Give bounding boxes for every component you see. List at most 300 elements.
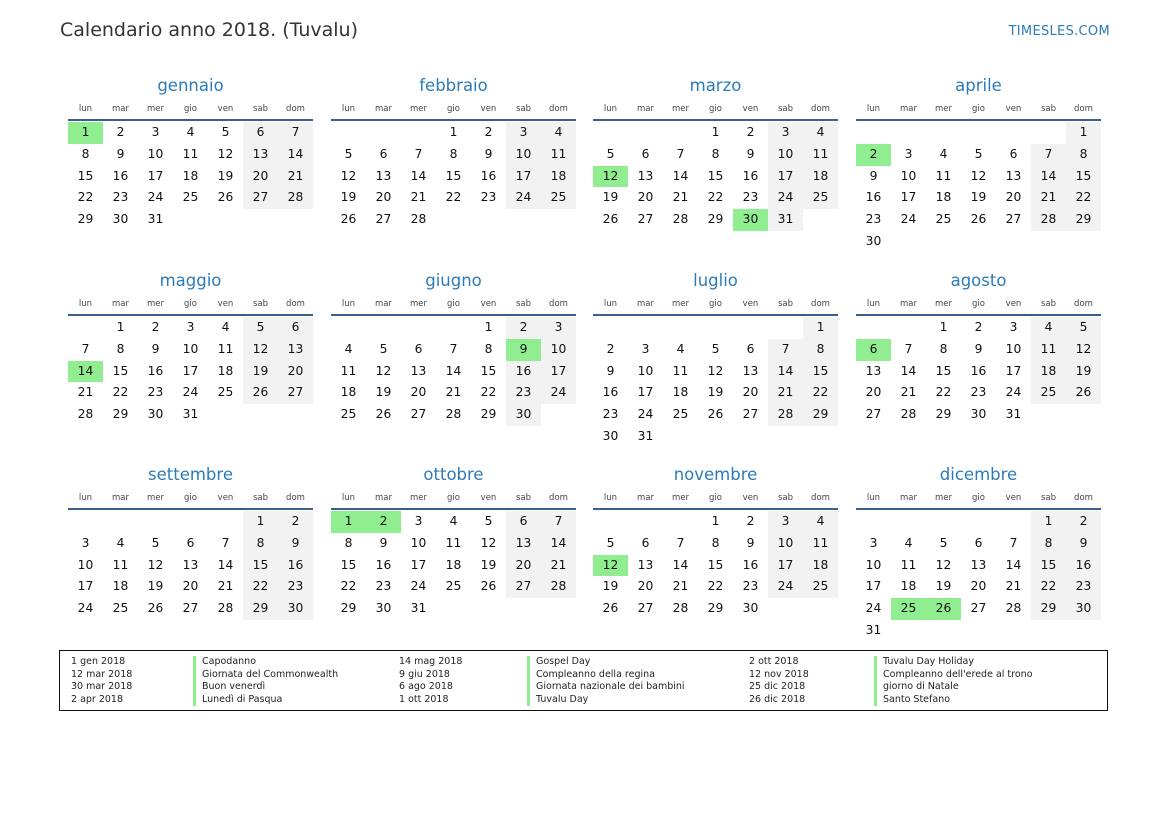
day-cell: 27 <box>506 576 541 598</box>
day-cell: 10 <box>1005 341 1022 356</box>
month-name: gennaio <box>157 75 224 95</box>
day-blank <box>856 511 891 533</box>
weekday-label: ven <box>480 299 497 309</box>
day-cell: 13 <box>375 168 392 183</box>
day-cell: 27 <box>637 601 654 616</box>
day-cell: 17 <box>865 579 882 594</box>
day-cell: 20 <box>410 385 427 400</box>
weekday-label: mer <box>146 299 164 309</box>
day-cell: 1 <box>803 317 838 339</box>
day-cell: 31 <box>637 428 654 443</box>
day-cell: 28 <box>217 601 234 616</box>
day-grid <box>331 122 576 231</box>
page-title: Calendario anno 2018. (Tuvalu) <box>60 19 358 41</box>
day-cell: 26 <box>1066 382 1101 404</box>
day-cell: 23 <box>112 190 129 205</box>
weekday-label: gio <box>184 104 197 114</box>
day-cell: 26 <box>970 212 987 227</box>
weekday-label: ven <box>1005 299 1022 309</box>
day-cell: 30 <box>1066 598 1101 620</box>
day-cell: 17 <box>900 190 917 205</box>
day-blank <box>331 122 366 144</box>
weekday-label: sab <box>1040 104 1057 114</box>
legend-holiday-name: Tuvalu Day <box>536 693 589 705</box>
day-cell: 15 <box>1031 555 1066 577</box>
day-cell: 18 <box>900 579 917 594</box>
day-cell: 24 <box>410 579 427 594</box>
day-cell: 11 <box>182 146 199 161</box>
day-grid <box>856 511 1101 642</box>
day-blank <box>401 317 436 339</box>
day-cell: 24 <box>147 190 164 205</box>
day-cell: 24 <box>182 385 199 400</box>
day-cell: 4 <box>541 122 576 144</box>
day-cell-holiday: 12 <box>593 555 628 577</box>
day-cell: 24 <box>900 212 917 227</box>
day-cell: 12 <box>217 146 234 161</box>
weekday-label: lun <box>866 104 881 114</box>
day-cell: 16 <box>112 168 129 183</box>
day-cell: 12 <box>935 557 952 572</box>
weekday-label: gio <box>709 493 722 503</box>
day-cell: 2 <box>746 125 755 139</box>
day-cell: 29 <box>1066 209 1101 231</box>
day-cell: 30 <box>375 601 392 616</box>
day-cell: 10 <box>506 144 541 166</box>
day-cell: 28 <box>410 212 427 227</box>
weekday-label: sab <box>515 104 532 114</box>
day-cell: 15 <box>707 557 724 572</box>
weekday-header <box>593 294 838 316</box>
day-cell: 22 <box>480 385 497 400</box>
day-cell: 2 <box>974 320 983 334</box>
month-giugno <box>331 266 576 426</box>
day-cell: 15 <box>112 363 129 378</box>
day-cell: 24 <box>768 187 803 209</box>
day-blank <box>366 122 401 144</box>
day-cell: 14 <box>672 168 689 183</box>
day-cell: 1 <box>1066 122 1101 144</box>
day-cell: 30 <box>506 404 541 426</box>
day-cell: 22 <box>1031 576 1066 598</box>
day-cell: 12 <box>375 363 392 378</box>
day-cell: 8 <box>484 341 493 356</box>
day-cell: 14 <box>672 557 689 572</box>
day-cell: 19 <box>217 168 234 183</box>
day-blank <box>663 317 698 339</box>
day-cell: 18 <box>217 363 234 378</box>
weekday-label: mer <box>409 493 427 503</box>
day-cell: 2 <box>151 320 160 334</box>
weekday-label: sab <box>777 493 794 503</box>
day-blank <box>733 317 768 339</box>
day-cell: 27 <box>278 382 313 404</box>
weekday-label: dom <box>549 104 568 114</box>
day-cell: 10 <box>410 535 427 550</box>
day-blank <box>856 317 891 339</box>
month-agosto <box>856 266 1101 426</box>
legend-holiday-name: giorno di Natale <box>883 681 959 693</box>
day-cell: 13 <box>637 557 654 572</box>
day-cell: 11 <box>112 557 129 572</box>
weekday-label: dom <box>1074 299 1093 309</box>
weekday-label: gio <box>972 104 985 114</box>
month-name: maggio <box>159 270 222 290</box>
day-cell: 23 <box>480 190 497 205</box>
day-cell: 21 <box>278 166 313 188</box>
day-cell: 7 <box>449 341 458 356</box>
day-grid <box>331 511 576 620</box>
day-cell: 17 <box>768 555 803 577</box>
day-cell: 29 <box>340 601 357 616</box>
weekday-label: mar <box>375 493 392 503</box>
weekday-label: gio <box>972 299 985 309</box>
weekday-label: mer <box>934 299 952 309</box>
day-cell: 11 <box>541 144 576 166</box>
day-cell: 10 <box>768 533 803 555</box>
day-cell: 13 <box>1005 168 1022 183</box>
day-cell: 24 <box>77 601 94 616</box>
day-cell: 1 <box>243 511 278 533</box>
legend-dates-col-1 <box>71 656 132 706</box>
month-name: aprile <box>955 75 1002 95</box>
day-blank <box>663 122 698 144</box>
day-cell: 5 <box>606 535 615 550</box>
day-cell: 28 <box>445 407 462 422</box>
day-cell: 3 <box>81 535 90 550</box>
weekday-label: ven <box>480 104 497 114</box>
day-cell: 25 <box>112 601 129 616</box>
day-cell: 24 <box>865 601 882 616</box>
day-cell: 9 <box>151 341 160 356</box>
day-cell: 6 <box>414 341 423 356</box>
day-cell: 11 <box>445 535 462 550</box>
weekday-label: ven <box>1005 104 1022 114</box>
day-blank <box>996 511 1031 533</box>
day-cell: 9 <box>379 535 388 550</box>
day-cell: 8 <box>449 146 458 161</box>
day-cell: 31 <box>768 209 803 231</box>
day-cell: 30 <box>602 428 619 443</box>
day-cell: 29 <box>480 407 497 422</box>
day-cell: 28 <box>1005 601 1022 616</box>
day-cell: 19 <box>480 557 497 572</box>
day-cell: 27 <box>243 187 278 209</box>
day-cell: 18 <box>112 579 129 594</box>
day-cell: 29 <box>77 212 94 227</box>
day-cell: 9 <box>869 168 878 183</box>
day-cell: 2 <box>484 125 493 139</box>
day-cell: 1 <box>711 514 720 528</box>
day-cell-holiday: 6 <box>856 339 891 361</box>
day-cell: 3 <box>151 125 160 139</box>
weekday-label: lun <box>603 104 618 114</box>
day-cell: 1 <box>711 125 720 139</box>
day-cell: 22 <box>1066 187 1101 209</box>
day-cell: 10 <box>541 339 576 361</box>
day-cell: 14 <box>1005 557 1022 572</box>
day-blank <box>628 511 663 533</box>
day-cell: 14 <box>768 361 803 383</box>
day-cell: 15 <box>445 168 462 183</box>
site-link[interactable]: TIMESLES.COM <box>1008 24 1110 39</box>
day-cell: 3 <box>506 122 541 144</box>
weekday-label: mer <box>146 493 164 503</box>
day-cell: 23 <box>147 385 164 400</box>
day-blank <box>663 511 698 533</box>
day-grid <box>68 511 313 620</box>
weekday-label: mar <box>375 104 392 114</box>
day-cell: 20 <box>742 385 759 400</box>
day-cell: 22 <box>243 576 278 598</box>
day-grid <box>593 511 838 620</box>
legend-date: 2 ott 2018 <box>749 656 799 667</box>
day-cell: 20 <box>243 166 278 188</box>
day-cell: 8 <box>344 535 353 550</box>
day-cell: 6 <box>186 535 195 550</box>
day-cell: 25 <box>445 579 462 594</box>
day-cell: 17 <box>637 385 654 400</box>
day-cell-holiday: 1 <box>68 122 103 144</box>
month-novembre <box>593 460 838 620</box>
day-cell: 8 <box>939 341 948 356</box>
day-cell: 9 <box>974 341 983 356</box>
day-cell: 18 <box>182 168 199 183</box>
day-cell: 27 <box>970 601 987 616</box>
weekday-label: dom <box>811 104 830 114</box>
day-cell: 17 <box>77 579 94 594</box>
day-cell: 9 <box>746 535 755 550</box>
day-cell: 9 <box>484 146 493 161</box>
day-cell: 17 <box>147 168 164 183</box>
weekday-label: mer <box>671 493 689 503</box>
day-cell: 16 <box>970 363 987 378</box>
day-cell-holiday: 25 <box>891 598 926 620</box>
day-cell: 23 <box>278 576 313 598</box>
day-grid <box>331 317 576 426</box>
weekday-label: ven <box>217 104 234 114</box>
day-cell: 10 <box>768 144 803 166</box>
day-cell: 16 <box>480 168 497 183</box>
day-cell: 7 <box>278 122 313 144</box>
weekday-label: dom <box>811 299 830 309</box>
day-cell: 6 <box>278 317 313 339</box>
day-cell: 24 <box>506 187 541 209</box>
weekday-label: gio <box>447 493 460 503</box>
weekday-label: lun <box>866 299 881 309</box>
day-cell: 21 <box>768 382 803 404</box>
day-cell: 20 <box>375 190 392 205</box>
day-blank <box>891 122 926 144</box>
weekday-label: sab <box>515 493 532 503</box>
day-cell: 29 <box>707 212 724 227</box>
month-name: novembre <box>673 464 758 484</box>
day-cell: 13 <box>243 144 278 166</box>
month-marzo <box>593 71 838 231</box>
day-cell: 16 <box>506 361 541 383</box>
legend-date: 12 mar 2018 <box>71 668 133 680</box>
day-cell: 25 <box>803 187 838 209</box>
day-cell: 4 <box>449 514 458 528</box>
day-cell: 2 <box>116 125 125 139</box>
day-cell: 5 <box>484 514 493 528</box>
legend-date: 1 gen 2018 <box>71 656 126 667</box>
legend-holiday-name: Capodanno <box>202 656 257 667</box>
day-cell: 26 <box>243 382 278 404</box>
day-cell: 28 <box>77 407 94 422</box>
legend-names-col-1 <box>193 656 338 706</box>
day-cell: 8 <box>116 341 125 356</box>
day-cell: 30 <box>970 407 987 422</box>
day-cell: 25 <box>1031 382 1066 404</box>
legend-date: 6 ago 2018 <box>399 681 453 693</box>
weekday-label: dom <box>549 299 568 309</box>
legend-date: 1 ott 2018 <box>399 693 449 705</box>
day-cell: 30 <box>112 212 129 227</box>
day-cell: 2 <box>278 511 313 533</box>
day-blank <box>138 511 173 533</box>
month-name: ottobre <box>423 464 484 484</box>
day-cell: 1 <box>116 320 125 334</box>
weekday-label: lun <box>78 104 93 114</box>
month-aprile <box>856 71 1101 253</box>
weekday-label: mar <box>637 299 654 309</box>
day-cell: 28 <box>672 212 689 227</box>
day-cell: 31 <box>147 212 164 227</box>
day-cell: 7 <box>541 511 576 533</box>
day-cell: 22 <box>112 385 129 400</box>
day-blank <box>856 122 891 144</box>
day-cell: 21 <box>410 190 427 205</box>
day-cell: 18 <box>541 166 576 188</box>
weekday-label: lun <box>341 493 356 503</box>
day-cell: 8 <box>711 535 720 550</box>
day-cell: 13 <box>865 363 882 378</box>
weekday-label: ven <box>480 493 497 503</box>
weekday-header <box>331 488 576 510</box>
legend-dates-col-2 <box>399 656 462 706</box>
day-cell: 3 <box>1009 320 1018 334</box>
day-cell: 24 <box>637 407 654 422</box>
legend-date: 12 nov 2018 <box>749 668 809 680</box>
day-cell: 26 <box>147 601 164 616</box>
legend-date: 26 dic 2018 <box>749 693 806 705</box>
day-cell: 20 <box>637 190 654 205</box>
month-name: agosto <box>950 270 1007 290</box>
day-cell: 14 <box>1031 166 1066 188</box>
day-cell-holiday: 1 <box>331 511 366 533</box>
day-cell-holiday: 26 <box>926 598 961 620</box>
weekday-label: dom <box>549 493 568 503</box>
day-cell: 19 <box>707 385 724 400</box>
day-cell: 13 <box>410 363 427 378</box>
day-blank <box>173 511 208 533</box>
day-cell: 22 <box>803 382 838 404</box>
day-cell: 3 <box>414 514 423 528</box>
day-cell: 18 <box>935 190 952 205</box>
day-cell: 26 <box>217 190 234 205</box>
day-cell: 11 <box>1031 339 1066 361</box>
day-cell: 11 <box>803 533 838 555</box>
day-blank <box>208 511 243 533</box>
day-cell: 20 <box>506 555 541 577</box>
day-cell: 29 <box>935 407 952 422</box>
day-cell: 24 <box>768 576 803 598</box>
day-cell: 12 <box>147 557 164 572</box>
day-cell: 8 <box>243 533 278 555</box>
day-cell: 11 <box>935 168 952 183</box>
weekday-header <box>68 488 313 510</box>
day-cell: 4 <box>676 341 685 356</box>
day-cell: 6 <box>506 511 541 533</box>
day-cell: 28 <box>1031 209 1066 231</box>
day-cell: 15 <box>1066 166 1101 188</box>
day-blank <box>401 122 436 144</box>
day-cell: 30 <box>865 233 882 248</box>
day-cell: 6 <box>379 146 388 161</box>
day-cell: 14 <box>410 168 427 183</box>
day-cell: 8 <box>803 339 838 361</box>
day-cell: 4 <box>221 320 230 334</box>
day-cell: 17 <box>541 361 576 383</box>
day-cell: 3 <box>869 535 878 550</box>
day-cell: 20 <box>637 579 654 594</box>
day-cell: 5 <box>221 125 230 139</box>
day-cell: 12 <box>1066 339 1101 361</box>
weekday-label: mar <box>900 299 917 309</box>
day-blank <box>961 511 996 533</box>
day-cell: 13 <box>742 363 759 378</box>
day-cell: 19 <box>340 190 357 205</box>
day-cell-holiday: 30 <box>733 209 768 231</box>
weekday-header <box>856 294 1101 316</box>
day-cell: 8 <box>1031 533 1066 555</box>
day-cell: 26 <box>480 579 497 594</box>
day-cell: 3 <box>768 511 803 533</box>
weekday-label: mer <box>934 104 952 114</box>
day-cell: 21 <box>541 555 576 577</box>
day-cell: 30 <box>278 598 313 620</box>
day-cell: 10 <box>900 168 917 183</box>
weekday-label: dom <box>286 299 305 309</box>
day-cell: 10 <box>865 557 882 572</box>
day-cell: 25 <box>541 187 576 209</box>
day-cell: 16 <box>1066 555 1101 577</box>
day-grid <box>593 122 838 231</box>
day-cell: 10 <box>77 557 94 572</box>
legend-holiday-name: Compleanno dell'erede al trono <box>883 668 1033 680</box>
day-cell: 21 <box>672 579 689 594</box>
day-cell: 7 <box>1009 535 1018 550</box>
day-cell: 19 <box>970 190 987 205</box>
weekday-label: lun <box>341 104 356 114</box>
day-blank <box>891 511 926 533</box>
weekday-label: mar <box>375 299 392 309</box>
day-cell: 21 <box>217 579 234 594</box>
day-cell: 21 <box>77 385 94 400</box>
day-cell: 17 <box>506 166 541 188</box>
day-cell: 4 <box>939 146 948 161</box>
day-cell-holiday: 9 <box>506 339 541 361</box>
day-blank <box>891 317 926 339</box>
day-blank <box>593 122 628 144</box>
day-blank <box>926 122 961 144</box>
day-cell: 13 <box>278 339 313 361</box>
day-cell: 24 <box>541 382 576 404</box>
weekday-label: lun <box>603 299 618 309</box>
weekday-label: mer <box>409 104 427 114</box>
day-cell: 19 <box>602 579 619 594</box>
